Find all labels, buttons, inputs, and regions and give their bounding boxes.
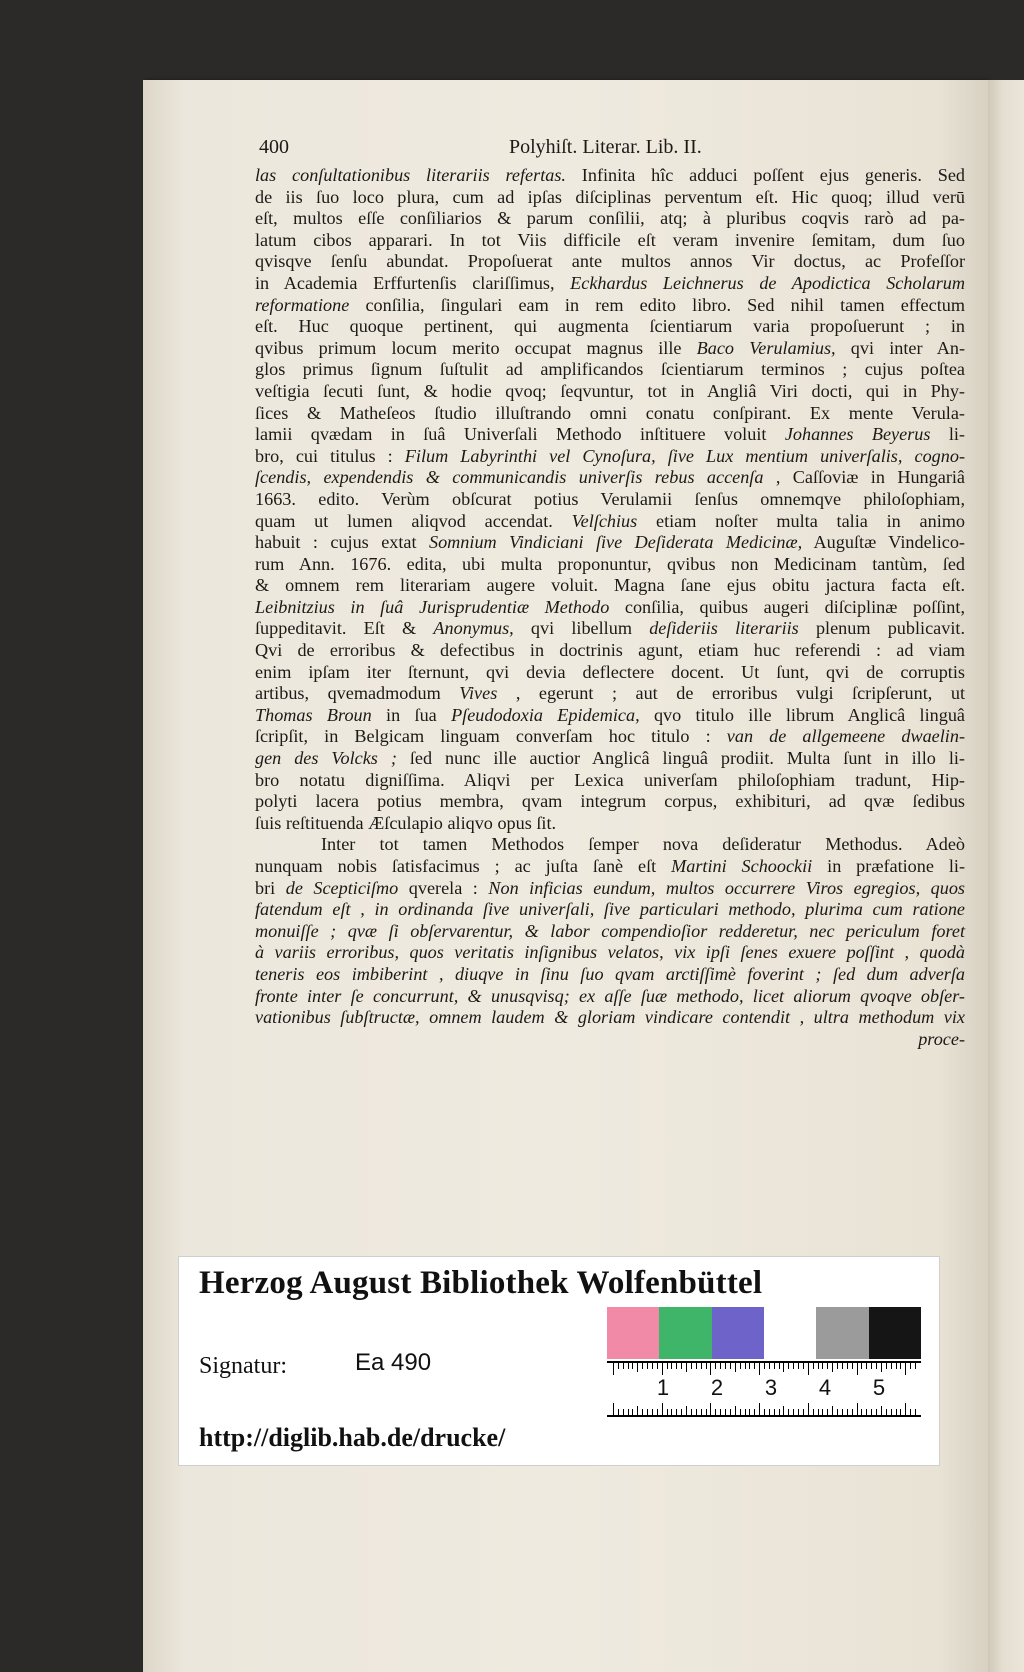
- ruler-tick: [822, 1409, 823, 1415]
- ruler-tick: [759, 1403, 760, 1415]
- italic-text: Martini Schoockii: [671, 856, 813, 876]
- text-line: [255, 446, 965, 468]
- ruler-tick: [793, 1409, 794, 1415]
- italic-text: proce-: [918, 1028, 965, 1049]
- signatur-label: Signatur:: [199, 1353, 287, 1379]
- text-line: [255, 1029, 965, 1051]
- ruler-tick: [725, 1409, 726, 1415]
- text-line: [255, 554, 965, 576]
- roman-text: rum Ann. 1676. edita, ubi multa proponuntur, qvibus non Medicinam tantùm, ſed: [255, 553, 965, 574]
- ruler-tick: [866, 1409, 867, 1415]
- ruler-tick: [696, 1363, 697, 1369]
- italic-text: monuiſſe ; qvæ ſi obſervarentur, & labor compendioſior redderetur, nec periculum foret: [255, 920, 965, 941]
- ruler-tick: [657, 1409, 658, 1415]
- ruler-tick: [735, 1363, 736, 1372]
- ruler-tick: [667, 1409, 668, 1415]
- roman-text: qvisqve ſenſu abundat. Propoſuerat ante multos annos Vir doctus, ac Profeſſor: [255, 251, 965, 272]
- ruler-tick: [754, 1363, 755, 1369]
- ruler-tick: [852, 1409, 853, 1415]
- italic-text: las conſultationibus literariis refertas.: [255, 165, 566, 185]
- ruler-tick: [764, 1363, 765, 1369]
- running-title: Polyhiſt. Literar. Lib. II.: [509, 136, 702, 158]
- ruler-tick: [715, 1363, 716, 1369]
- ruler-tick: [798, 1363, 799, 1369]
- text-line: [255, 597, 965, 619]
- ruler-tick: [671, 1363, 672, 1369]
- ruler-tick: [896, 1363, 897, 1369]
- ruler-tick: [783, 1363, 784, 1372]
- text-line: [255, 511, 965, 533]
- ruler-tick: [637, 1406, 638, 1415]
- ruler-tick: [837, 1409, 838, 1415]
- ruler-tick: [676, 1409, 677, 1415]
- text-line: [255, 489, 965, 511]
- italic-text: gen des Volcks ;: [255, 748, 397, 769]
- ruler-tick: [793, 1363, 794, 1369]
- text-line: [255, 187, 965, 209]
- ruler-tick: [745, 1409, 746, 1415]
- roman-text: etiam noſter multa talia in animo: [637, 510, 965, 531]
- roman-text: plenum publicavit.: [798, 618, 965, 639]
- ruler-tick: [852, 1363, 853, 1369]
- ruler-tick: [779, 1409, 780, 1415]
- ruler-tick: [847, 1363, 848, 1369]
- ruler-numbers: [607, 1375, 921, 1405]
- ruler-tick: [798, 1409, 799, 1415]
- text-line: [255, 878, 965, 900]
- text-line: [255, 1007, 965, 1029]
- ruler-tick: [730, 1409, 731, 1415]
- color-swatch: [607, 1307, 659, 1359]
- italic-text: Pſeudodoxia Epidemica,: [451, 704, 640, 725]
- ruler-tick: [759, 1363, 760, 1375]
- color-swatch: [712, 1307, 764, 1359]
- text-line: [255, 834, 965, 856]
- ruler-tick: [818, 1409, 819, 1415]
- color-calibration-strip: [607, 1307, 921, 1359]
- roman-text: eſt. Huc quoque pertinent, qui augmenta ſcientiarum varia propoſuerunt ; in: [255, 316, 965, 337]
- italic-text: reformatione: [255, 294, 350, 315]
- library-label-card: [178, 1256, 940, 1466]
- ruler-tick: [871, 1409, 872, 1415]
- roman-text: & omnem rem literariam augere voluit. Magna ſane ejus obitu jactura facta eſt.: [255, 575, 965, 596]
- ruler-tick: [613, 1363, 614, 1375]
- italic-text: Anonymus,: [433, 618, 514, 639]
- ruler-tick: [822, 1363, 823, 1369]
- roman-text: Auguſtæ Vindelico-: [802, 532, 965, 553]
- ruler-tick: [715, 1409, 716, 1415]
- text-line: [255, 770, 965, 792]
- italic-text: fronte inter ſe concurrunt, & unusqvisq; ex aſſe ſuæ methodo, licet aliorum qvoqve obſer-: [255, 985, 965, 1006]
- ruler-tick: [628, 1363, 629, 1369]
- text-line: [255, 424, 965, 446]
- italic-text: Eckhardus Leichnerus de Apodictica Scholarum: [570, 272, 965, 293]
- ruler-tick: [720, 1409, 721, 1415]
- text-line: [255, 964, 965, 986]
- text-line: [255, 986, 965, 1008]
- ruler-tick: [881, 1406, 882, 1415]
- ruler-tick: [803, 1409, 804, 1415]
- ruler-tick: [745, 1363, 746, 1369]
- ruler-tick: [740, 1409, 741, 1415]
- italic-text: Leibnitzius in ſuâ Jurisprudentiæ Methodo: [255, 596, 610, 617]
- ruler-tick: [637, 1363, 638, 1372]
- ruler-tick: [676, 1363, 677, 1369]
- italic-text: Johannes Beyerus: [784, 424, 931, 445]
- ruler-tick: [647, 1409, 648, 1415]
- facing-page-edge: [988, 80, 1024, 1672]
- ruler-tick: [647, 1363, 648, 1369]
- roman-text: ſcripſit, in Belgicam linguam converſam hoc titulo :: [255, 726, 727, 747]
- ruler-tick: [691, 1363, 692, 1369]
- color-swatch: [764, 1307, 816, 1359]
- text-line: [255, 338, 965, 360]
- ruler-tick: [681, 1409, 682, 1415]
- ruler-tick: [866, 1363, 867, 1369]
- roman-text: 1663. edito. Verùm obſcurat potius Verulamii ſenſus omnemqve philoſophiam,: [255, 488, 965, 509]
- ruler-number: 1: [656, 1375, 670, 1400]
- ruler-tick: [861, 1363, 862, 1369]
- scale-ruler: [607, 1361, 921, 1417]
- ruler-tick: [788, 1409, 789, 1415]
- ruler-tick: [886, 1363, 887, 1369]
- roman-text: eſt, multos eſſe conſiliarios & parum conſilii, atq; à pluribus coqvis rarò ad pa-: [255, 208, 965, 229]
- ruler-tick: [632, 1409, 633, 1415]
- text-line: [255, 295, 965, 317]
- ruler-tick: [905, 1363, 906, 1375]
- italic-text: van de allgemeene dwaelin-: [726, 726, 965, 747]
- ruler-tick: [779, 1363, 780, 1369]
- italic-text: de Scepticiſmo: [285, 877, 399, 898]
- roman-text: conſilia, ſingulari eam in rem edito libro. Sed nihil tamen effectum: [349, 294, 965, 315]
- text-line: [255, 856, 965, 878]
- text-line: [255, 791, 965, 813]
- ruler-tick: [632, 1363, 633, 1369]
- ruler-tick: [783, 1406, 784, 1415]
- ruler-tick: [681, 1363, 682, 1369]
- text-line: [255, 942, 965, 964]
- italic-text: Baco Verulamius,: [696, 337, 836, 358]
- ruler-tick: [774, 1363, 775, 1369]
- text-line: [255, 748, 965, 770]
- italic-text: ſcendis, expendendis & communicandis univerſis rebus accenſa: [255, 467, 764, 488]
- ruler-tick: [671, 1409, 672, 1415]
- ruler-tick: [720, 1363, 721, 1369]
- ruler-tick: [764, 1409, 765, 1415]
- ruler-tick: [740, 1363, 741, 1369]
- roman-text: artibus, qvemadmodum: [255, 683, 460, 704]
- roman-text: , Caſſoviæ in Hungariâ: [763, 467, 965, 488]
- ruler-tick: [827, 1363, 828, 1369]
- ruler-tick: [905, 1403, 906, 1415]
- ruler-ticks-bottom: [607, 1405, 921, 1415]
- ruler-ticks-top: [607, 1363, 921, 1373]
- ruler-tick: [667, 1363, 668, 1369]
- ruler-tick: [754, 1409, 755, 1415]
- library-url: http://diglib.hab.de/drucke/: [199, 1423, 506, 1452]
- ruler-tick: [891, 1409, 892, 1415]
- ruler-tick: [686, 1406, 687, 1415]
- roman-text: bri: [255, 877, 286, 898]
- italic-text: teneris eos imbiberint , diuqve in ſinu ſuo qvam arctiſſimè foverint ; ſed dum adverſa: [255, 963, 965, 984]
- italic-text: vationibus ſubſtructæ, omnem laudem & gloriam vindicare contendit , ultra methodum vix: [255, 1007, 965, 1028]
- ruler-tick: [769, 1409, 770, 1415]
- italic-text: deſideriis literariis: [649, 618, 799, 639]
- ruler-tick: [657, 1363, 658, 1369]
- ruler-tick: [896, 1409, 897, 1415]
- roman-text: enim ipſam iter ſternunt, qvi devia deflectere docent. Ut ſunt, qvi de corruptis: [255, 661, 965, 682]
- text-line: [255, 662, 965, 684]
- roman-text: veſtigia ſecuti ſunt, & hodie qvoq; ſeqvuntur, tot in Angliâ Viri docti, qui in Phy-: [255, 380, 965, 401]
- roman-text: qvo titulo ille librum Anglicâ linguâ: [639, 704, 965, 725]
- ruler-tick: [832, 1406, 833, 1415]
- ruler-tick: [857, 1403, 858, 1415]
- roman-text: qvi inter An-: [835, 337, 965, 358]
- text-line: [255, 208, 965, 230]
- text-line: [255, 618, 965, 640]
- roman-text: in ſua: [371, 704, 452, 725]
- text-line: [255, 705, 965, 727]
- roman-text: Inter tot tamen Methodos ſemper nova deſideratur Methodus. Adeò: [321, 834, 965, 855]
- ruler-tick: [891, 1363, 892, 1369]
- ruler-tick: [886, 1409, 887, 1415]
- text-line: [255, 165, 965, 187]
- ruler-tick: [910, 1363, 911, 1369]
- ruler-tick: [910, 1409, 911, 1415]
- ruler-tick: [701, 1363, 702, 1369]
- ruler-tick: [813, 1363, 814, 1369]
- text-line: [255, 921, 965, 943]
- ruler-tick: [701, 1409, 702, 1415]
- ruler-tick: [803, 1363, 804, 1369]
- ruler-tick: [842, 1363, 843, 1369]
- roman-text: de iis ſuo loco plura, cum ad ipſas diſciplinas perventum eſt. Hic quoq; illud verū: [255, 186, 965, 207]
- ruler-tick: [832, 1363, 833, 1372]
- ruler-tick: [774, 1409, 775, 1415]
- ruler-tick: [623, 1409, 624, 1415]
- ruler-tick: [730, 1363, 731, 1369]
- ruler-tick: [706, 1363, 707, 1369]
- text-line: [255, 381, 965, 403]
- ruler-tick: [618, 1363, 619, 1369]
- ruler-tick: [623, 1363, 624, 1369]
- ruler-tick: [710, 1363, 711, 1375]
- ruler-tick: [652, 1363, 653, 1369]
- color-swatch: [659, 1307, 711, 1359]
- ruler-tick: [662, 1363, 663, 1375]
- roman-text: nunquam nobis ſatisfacimus ; ac juſta ſanè eſt: [255, 856, 672, 876]
- roman-text: qverela :: [398, 877, 489, 898]
- roman-text: qvibus primum locum merito occupat magnus ille: [255, 337, 697, 358]
- roman-text: glos primus ſignum ſuſtulit ad amplificandos ſcientiarum terminos ; cujus poſtea: [255, 359, 965, 380]
- italic-text: Somnium Vindiciani ſive Deſiderata Medicinæ,: [428, 532, 803, 553]
- page-text-block: [255, 137, 965, 1050]
- text-line: [255, 726, 965, 748]
- ruler-tick: [876, 1363, 877, 1369]
- text-line: [255, 575, 965, 597]
- ruler-tick: [900, 1409, 901, 1415]
- ruler-tick: [900, 1363, 901, 1369]
- italic-text: Non inficias eundum, multos occurrere Viros egregios, quos: [488, 877, 965, 898]
- ruler-tick: [691, 1409, 692, 1415]
- roman-text: ſed nunc ille auctior Anglicâ linguâ prodiit. Multa ſunt in illo li-: [396, 748, 965, 769]
- ruler-tick: [749, 1363, 750, 1369]
- ruler-tick: [642, 1409, 643, 1415]
- text-line: [255, 467, 965, 489]
- roman-text: qvi libellum: [513, 618, 650, 639]
- ruler-tick: [818, 1363, 819, 1369]
- ruler-tick: [749, 1409, 750, 1415]
- italic-text: Vives: [459, 683, 498, 704]
- ruler-tick: [735, 1406, 736, 1415]
- color-swatch: [816, 1307, 868, 1359]
- page-number: 400: [259, 136, 289, 158]
- color-swatch: [869, 1307, 921, 1359]
- roman-text: Infinita hîc adduci poſſent ejus generis. Sed: [565, 165, 966, 185]
- ruler-tick: [857, 1363, 858, 1375]
- ruler-tick: [827, 1409, 828, 1415]
- ruler-tick: [915, 1409, 916, 1415]
- ruler-tick: [808, 1363, 809, 1375]
- ruler-tick: [847, 1409, 848, 1415]
- body-text: [255, 165, 965, 1050]
- roman-text: in Academia Erffurtenſis clariſſimus,: [255, 272, 571, 293]
- roman-text: bro, cui titulus :: [255, 445, 405, 466]
- ruler-tick: [642, 1363, 643, 1369]
- roman-text: ſices & Matheſeos ſtudio illuſtrando omni conatu conſpirant. Ex mente Verula-: [255, 402, 965, 423]
- text-line: [255, 359, 965, 381]
- text-line: [255, 403, 965, 425]
- text-line: [255, 251, 965, 273]
- ruler-tick: [837, 1363, 838, 1369]
- italic-text: Velſchius: [571, 510, 638, 531]
- roman-text: bro notatu digniſſima. Aliqvi per Lexica univerſam philoſophiam tradunt, Hip-: [255, 769, 965, 790]
- ruler-tick: [881, 1363, 882, 1372]
- ruler-number: 5: [872, 1375, 886, 1400]
- roman-text: habuit : cujus extat: [255, 532, 429, 553]
- text-line: [255, 273, 965, 295]
- roman-text: lamii qvædam in ſuâ Univerſali Methodo inſtituere voluit: [255, 424, 785, 445]
- ruler-tick: [706, 1409, 707, 1415]
- text-line: [255, 532, 965, 554]
- ruler-tick: [769, 1363, 770, 1369]
- ruler-tick: [788, 1363, 789, 1369]
- ruler-tick: [652, 1409, 653, 1415]
- ruler-tick: [662, 1403, 663, 1415]
- text-line: [255, 230, 965, 252]
- text-line: [255, 316, 965, 338]
- roman-text: ſuppeditavit. Eſt &: [255, 618, 434, 639]
- ruler-tick: [861, 1409, 862, 1415]
- roman-text: latum cibos apparari. In tot Viis difficile eſt veram invenire ſemitam, dum ſuo: [255, 229, 965, 250]
- ruler-tick: [686, 1363, 687, 1372]
- signatur-value: Ea 490: [355, 1349, 432, 1376]
- ruler-tick: [696, 1409, 697, 1415]
- text-line: [255, 640, 965, 662]
- roman-text: in præfatione li-: [812, 856, 965, 876]
- ruler-number: 2: [710, 1375, 724, 1400]
- ruler-tick: [871, 1363, 872, 1369]
- ruler-number: 3: [764, 1375, 778, 1400]
- roman-text: , egerunt ; aut de erroribus vulgi ſcripſerunt, ut: [497, 683, 965, 704]
- text-line: [255, 683, 965, 705]
- roman-text: ſuis reſtituenda Æſculapio aliqvo opus ſit.: [255, 812, 557, 833]
- ruler-tick: [725, 1363, 726, 1369]
- italic-text: à variis erroribus, quos veritatis inſignibus velatos, vix ipſi ſenes exuere poſſint , quodà: [255, 942, 965, 963]
- roman-text: quam ut lumen aliqvod accendat.: [255, 510, 572, 531]
- ruler-number: 4: [818, 1375, 832, 1400]
- ruler-tick: [808, 1403, 809, 1415]
- ruler-tick: [842, 1409, 843, 1415]
- roman-text: Qvi de erroribus & defectibus in doctrinis agunt, etiam huc referendi : ad viam: [255, 640, 965, 661]
- italic-text: fatendum eſt , in ordinanda ſive univerſali, ſive particulari methodo, plurima cum ratione: [255, 899, 965, 920]
- ruler-tick: [876, 1409, 877, 1415]
- roman-text: conſilia, quibus augeri diſciplinæ poſſint,: [609, 596, 965, 617]
- ruler-tick: [628, 1409, 629, 1415]
- ruler-tick: [618, 1409, 619, 1415]
- text-line: [255, 813, 965, 835]
- roman-text: polyti lacera potius membra, qvam integrum corpus, exhibituri, ad qvæ ſedibus: [255, 791, 965, 812]
- ruler-tick: [813, 1409, 814, 1415]
- library-name: Herzog August Bibliothek Wolfenbüttel: [199, 1265, 763, 1301]
- ruler-tick: [710, 1403, 711, 1415]
- italic-text: Filum Labyrinthi vel Cynoſura, ſive Lux mentium univerſalis, cogno-: [404, 445, 965, 466]
- roman-text: li-: [930, 424, 965, 445]
- ruler-tick: [613, 1403, 614, 1415]
- ruler-tick: [915, 1363, 916, 1369]
- text-line: [255, 899, 965, 921]
- running-head: [255, 137, 965, 165]
- italic-text: Thomas Broun: [255, 704, 372, 725]
